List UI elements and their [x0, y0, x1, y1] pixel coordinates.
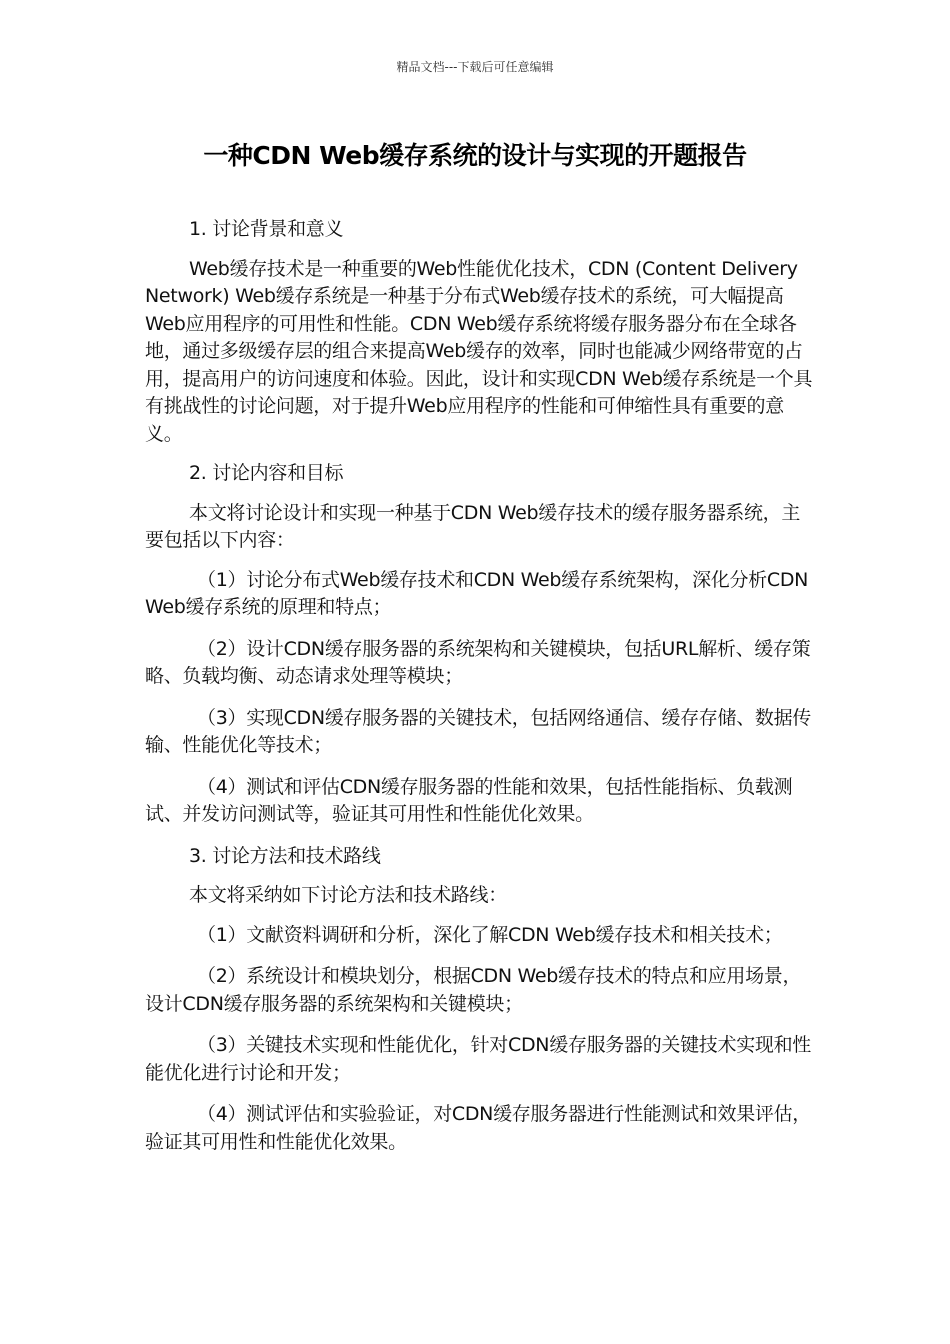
paragraph: 本文将讨论设计和实现一种基于CDN Web缓存技术的缓存服务器系统，主要包括以下内容：	[145, 501, 801, 551]
paragraph: Web缓存技术是一种重要的Web性能优化技术，CDN (Content Delivery Network) Web缓存系统是一种基于分布式Web缓存技术的系统，可大幅提高Web应用程序的可用性和性能。CDN Web缓存系统将缓存服务器分布在全球各地，通过多级缓存层的组合来提高Web缓存的效率，同时也能减少网络带宽的占用，提高用户的访问速度和体验。因此，设计和实现CDN Web缓存系统是一个具有挑战性的讨论问题，对于提升Web应用程序的性能和可伸缩性具有重要的意义。	[145, 257, 813, 445]
page-header: 精品文档---下载后可任意编辑	[396, 60, 554, 74]
section-heading: 3. 讨论方法和技术路线	[189, 844, 381, 867]
list-item: （2）设计CDN缓存服务器的系统架构和关键模块，包括URL解析、缓存策略、负载均衡、动态请求处理等模块；	[145, 637, 811, 687]
list-item: （2）系统设计和模块划分，根据CDN Web缓存技术的特点和应用场景，设计CDN缓存服务器的系统架构和关键模块；	[145, 965, 802, 1015]
list-item: （4）测试评估和实验验证，对CDN缓存服务器进行性能测试和效果评估，验证其可用性和性能优化效果。	[145, 1103, 812, 1153]
list-item: （3）实现CDN缓存服务器的关键技术，包括网络通信、缓存存储、数据传输、性能优化等技术；	[145, 706, 812, 756]
list-item: （3）关键技术实现和性能优化，针对CDN缓存服务器的关键技术实现和性能优化进行讨论和开发；	[145, 1034, 812, 1084]
document-body	[145, 216, 813, 1170]
list-item: （1）讨论分布式Web缓存技术和CDN Web缓存系统架构，深化分析CDN Web缓存系统的原理和特点；	[145, 568, 809, 618]
list-item: （1）文献资料调研和分析，深化了解CDN Web缓存技术和相关技术；	[197, 923, 783, 946]
list-item: （4）测试和评估CDN缓存服务器的性能和效果，包括性能指标、负载测试、并发访问测试等，验证其可用性和性能优化效果。	[145, 775, 793, 825]
section-heading: 2. 讨论内容和目标	[189, 462, 344, 484]
section-heading: 1. 讨论背景和意义	[189, 218, 344, 240]
paragraph: 本文将采纳如下讨论方法和技术路线：	[189, 884, 507, 906]
document-title: 一种CDN Web缓存系统的设计与实现的开题报告	[203, 141, 747, 170]
